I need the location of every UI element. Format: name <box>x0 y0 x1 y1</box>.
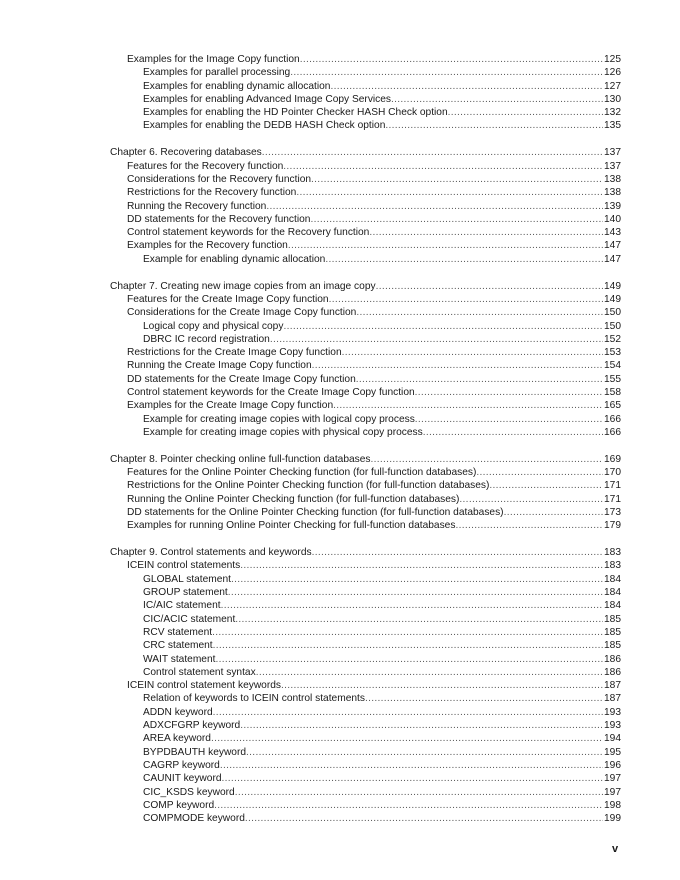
toc-entry-title: RCV statement <box>143 626 213 638</box>
toc-entry-title: Example for enabling dynamic allocation <box>143 253 326 265</box>
toc-entry[interactable] <box>127 346 621 359</box>
toc-dot-leader <box>342 346 603 359</box>
toc-entry-page: 179 <box>604 520 621 532</box>
toc-entry-page: 194 <box>604 733 621 745</box>
toc-dot-leader <box>211 732 603 745</box>
toc-entry[interactable] <box>127 53 621 66</box>
toc-entry-title: Restrictions for the Create Image Copy function <box>127 347 342 359</box>
toc-dot-leader <box>385 119 603 132</box>
toc-entry-page: 138 <box>604 187 621 199</box>
toc-dot-leader <box>476 466 603 479</box>
toc-entry-title: AREA keyword <box>143 733 211 745</box>
toc-entry-title: COMPMODE keyword <box>143 813 245 825</box>
toc-dot-leader <box>415 413 603 426</box>
toc-entry[interactable] <box>143 253 621 266</box>
toc-entry[interactable] <box>143 639 621 652</box>
toc-entry-page: 137 <box>604 160 621 172</box>
toc-entry[interactable] <box>143 613 621 626</box>
toc-entry-page: 140 <box>604 213 621 225</box>
toc-entry[interactable] <box>143 626 621 639</box>
toc-entry-page: 171 <box>604 480 621 492</box>
toc-entry-page: 135 <box>604 120 621 132</box>
toc-dot-leader <box>235 613 603 626</box>
toc-entry[interactable] <box>143 106 621 119</box>
toc-entry-title: Features for the Recovery function <box>127 160 284 172</box>
toc-entry-page: 137 <box>604 147 621 159</box>
toc-dot-leader <box>356 306 603 319</box>
toc-entry-page: 186 <box>604 653 621 665</box>
toc-chapter-entry[interactable] <box>110 146 621 159</box>
toc-entry-title: Restrictions for the Recovery function <box>127 187 297 199</box>
toc-entry-page: 132 <box>604 107 621 119</box>
toc-dot-leader <box>213 706 603 719</box>
toc-entry-title: Running the Create Image Copy function <box>127 360 312 372</box>
toc-dot-leader <box>262 146 603 159</box>
toc-entry-title: Logical copy and physical copy <box>143 320 284 332</box>
toc-entry-page: 149 <box>604 293 621 305</box>
toc-dot-leader <box>415 386 603 399</box>
toc-entry[interactable] <box>143 573 621 586</box>
toc-dot-leader <box>212 626 603 639</box>
toc-entry[interactable] <box>127 173 621 186</box>
toc-entry-page: 183 <box>604 547 621 559</box>
page-number: v <box>612 843 619 855</box>
toc-dot-leader <box>310 213 603 226</box>
toc-entry-page: 126 <box>604 67 621 79</box>
toc-entry[interactable] <box>143 719 621 732</box>
toc-entry-page: 187 <box>604 680 621 692</box>
toc-entry-page: 199 <box>604 813 621 825</box>
toc-dot-leader <box>325 253 603 266</box>
toc-dot-leader <box>231 573 603 586</box>
toc-entry-page: 195 <box>604 746 621 758</box>
toc-entry-page: 198 <box>604 799 621 811</box>
toc-entry[interactable] <box>127 160 621 173</box>
toc-entry-title: ADXCFGRP keyword <box>143 720 241 732</box>
toc-entry[interactable] <box>127 399 621 412</box>
toc-entry-title: Running the Recovery function <box>127 200 267 212</box>
toc-entry-page: 173 <box>604 506 621 518</box>
toc-entry-page: 147 <box>604 253 621 265</box>
toc-dot-leader <box>312 546 603 559</box>
toc-entry-page: 138 <box>604 173 621 185</box>
toc-entry-title: Running the Online Pointer Checking function (for full-function databases) <box>127 493 460 505</box>
toc-entry[interactable] <box>143 812 621 825</box>
toc-entry-title: CIC/ACIC statement <box>143 613 236 625</box>
toc-entry-title: CAUNIT keyword <box>143 773 222 785</box>
toc-entry-title: Examples for parallel processing <box>143 67 291 79</box>
toc-entry[interactable] <box>143 586 621 599</box>
toc-entry-title: Relation of keywords to ICEIN control statements <box>143 693 365 705</box>
toc-dot-leader <box>266 200 603 213</box>
toc-entry-title: CAGRP keyword <box>143 759 220 771</box>
toc-dot-leader <box>448 106 603 119</box>
toc-entry-page: 147 <box>604 240 621 252</box>
toc-dot-leader <box>221 599 603 612</box>
toc-entry[interactable] <box>143 692 621 705</box>
toc-entry-title: Examples for enabling the DEDB HASH Check option <box>143 120 386 132</box>
toc-entry[interactable] <box>127 386 621 399</box>
toc-entry[interactable] <box>127 373 621 386</box>
toc-entry-title: Chapter 7. Creating new image copies from an image copy <box>110 280 376 292</box>
toc-dot-leader <box>504 506 603 519</box>
toc-entry[interactable] <box>143 66 621 79</box>
toc-entry-title: DBRC IC record registration <box>143 333 270 345</box>
toc-entry-title: Chapter 8. Pointer checking online full-function databases <box>110 453 371 465</box>
toc-entry[interactable] <box>143 413 621 426</box>
toc-dot-leader <box>391 93 603 106</box>
toc-entry-page: 187 <box>604 693 621 705</box>
toc-entry[interactable] <box>143 706 621 719</box>
toc-entry[interactable] <box>127 679 621 692</box>
toc-entry[interactable] <box>143 666 621 679</box>
toc-entry-page: 154 <box>604 360 621 372</box>
toc-entry[interactable] <box>143 80 621 93</box>
toc-entry-page: 171 <box>604 493 621 505</box>
toc-entry-title: CIC_KSDS keyword <box>143 786 235 798</box>
toc-entry-page: 152 <box>604 333 621 345</box>
toc-entry[interactable] <box>127 213 621 226</box>
toc-entry-title: Features for the Create Image Copy function <box>127 293 329 305</box>
toc-entry-page: 184 <box>604 573 621 585</box>
toc-chapter-entry[interactable] <box>110 280 621 293</box>
toc-entry-page: 143 <box>604 227 621 239</box>
toc-dot-leader <box>270 333 603 346</box>
toc-entry-page: 153 <box>604 347 621 359</box>
toc-entry[interactable] <box>143 320 621 333</box>
toc-entry-page: 166 <box>604 413 621 425</box>
toc-dot-leader <box>256 666 603 679</box>
toc-entry-page: 193 <box>604 706 621 718</box>
toc-entry-page: 130 <box>604 93 621 105</box>
toc-entry[interactable] <box>127 479 621 492</box>
toc-dot-leader <box>213 639 603 652</box>
toc-dot-leader <box>222 772 603 785</box>
toc-entry[interactable] <box>143 119 621 132</box>
toc-entry-page: 196 <box>604 759 621 771</box>
toc-entry[interactable] <box>127 519 621 532</box>
toc-entry-title: ICEIN control statement keywords <box>127 680 282 692</box>
toc-entry-page: 149 <box>604 280 621 292</box>
toc-entry-page: 197 <box>604 773 621 785</box>
toc-entry[interactable] <box>127 226 621 239</box>
toc-entry[interactable] <box>143 93 621 106</box>
toc-entry-title: DD statements for the Create Image Copy function <box>127 373 356 385</box>
toc-entry-page: 193 <box>604 720 621 732</box>
toc-entry-title: Examples for the Create Image Copy function <box>127 400 334 412</box>
toc-entry-title: ICEIN control statements <box>127 560 241 572</box>
toc-entry[interactable] <box>127 200 621 213</box>
toc-entry-title: Chapter 6. Recovering databases <box>110 147 262 159</box>
toc-entry-title: GROUP statement <box>143 587 228 599</box>
toc-dot-leader <box>296 186 603 199</box>
toc-entry-title: Features for the Online Pointer Checking function (for full-function databases) <box>127 467 477 479</box>
toc-entry[interactable] <box>127 306 621 319</box>
toc-dot-leader <box>489 479 603 492</box>
toc-entry-page: 150 <box>604 320 621 332</box>
toc-dot-leader <box>235 786 603 799</box>
toc-entry-title: CRC statement <box>143 640 213 652</box>
toc-entry-page: 186 <box>604 666 621 678</box>
toc-dot-leader <box>311 173 603 186</box>
toc-entry-page: 170 <box>604 467 621 479</box>
toc-chapter-entry[interactable] <box>110 546 621 559</box>
toc-entry[interactable] <box>143 746 621 759</box>
toc-entry-page: 139 <box>604 200 621 212</box>
toc-entry[interactable] <box>143 759 621 772</box>
toc-dot-leader <box>240 719 603 732</box>
toc-entry-title: IC/AIC statement <box>143 600 221 612</box>
toc-entry[interactable] <box>143 599 621 612</box>
toc-dot-leader <box>459 493 603 506</box>
toc-entry-title: Examples for running Online Pointer Checking for full-function databases <box>127 520 456 532</box>
toc-entry[interactable] <box>127 506 621 519</box>
toc-entry[interactable] <box>143 653 621 666</box>
toc-entry[interactable] <box>127 559 621 572</box>
toc-entry[interactable] <box>127 493 621 506</box>
toc-dot-leader <box>245 812 603 825</box>
toc-dot-leader <box>371 453 603 466</box>
toc-entry-page: 158 <box>604 387 621 399</box>
toc-entry[interactable] <box>143 426 621 439</box>
toc-entry-page: 155 <box>604 373 621 385</box>
toc-entry-page: 185 <box>604 640 621 652</box>
toc-dot-leader <box>376 280 603 293</box>
toc-dot-leader <box>300 53 603 66</box>
toc-entry-title: Control statement keywords for the Create Image Copy function <box>127 387 415 399</box>
toc-entry-page: 165 <box>604 400 621 412</box>
toc-entry-title: DD statements for the Recovery function <box>127 213 311 225</box>
toc-dot-leader <box>288 239 603 252</box>
toc-entry-title: Example for creating image copies with physical copy process <box>143 426 423 438</box>
toc-entry-title: BYPDBAUTH keyword <box>143 746 247 758</box>
toc-entry[interactable] <box>143 772 621 785</box>
toc-chapter-entry[interactable] <box>110 453 621 466</box>
toc-entry[interactable] <box>127 359 621 372</box>
toc-entry-title: Control statement keywords for the Recovery function <box>127 227 370 239</box>
toc-dot-leader <box>356 373 603 386</box>
toc-entry-page: 150 <box>604 307 621 319</box>
toc-entry-title: Examples for the Recovery function <box>127 240 288 252</box>
toc-dot-leader <box>240 559 603 572</box>
toc-dot-leader <box>215 653 603 666</box>
toc-dot-leader <box>220 759 603 772</box>
toc-entry-page: 197 <box>604 786 621 798</box>
toc-dot-leader <box>281 679 603 692</box>
toc-dot-leader <box>283 320 603 333</box>
toc-entry[interactable] <box>143 333 621 346</box>
toc-entry-title: ADDN keyword <box>143 706 213 718</box>
toc-dot-leader <box>455 519 603 532</box>
toc-dot-leader <box>312 359 603 372</box>
toc-dot-leader <box>329 293 603 306</box>
toc-dot-leader <box>283 160 603 173</box>
toc-entry-title: DD statements for the Online Pointer Checking function (for full-function databases) <box>127 506 504 518</box>
toc-entry-title: Examples for enabling the HD Pointer Checker HASH Check option <box>143 107 448 119</box>
toc-dot-leader <box>369 226 603 239</box>
toc-entry-title: Examples for the Image Copy function <box>127 54 300 65</box>
toc-entry-page: 184 <box>604 600 621 612</box>
toc-entry[interactable] <box>127 239 621 252</box>
toc-entry[interactable] <box>127 466 621 479</box>
toc-entry-page: 184 <box>604 587 621 599</box>
toc-entry-page: 185 <box>604 613 621 625</box>
toc-dot-leader <box>423 426 603 439</box>
toc-entry-page: 127 <box>604 80 621 92</box>
toc-entry-page: 183 <box>604 560 621 572</box>
toc-entry-title: GLOBAL statement <box>143 573 231 585</box>
toc-entry-page: 185 <box>604 626 621 638</box>
toc-dot-leader <box>330 80 603 93</box>
toc-dot-leader <box>228 586 603 599</box>
toc-entry-title: Examples for enabling dynamic allocation <box>143 80 331 92</box>
toc-entry-title: Restrictions for the Online Pointer Checking function (for full-function databases) <box>127 480 490 492</box>
toc-entry[interactable] <box>143 732 621 745</box>
toc-entry-title: Example for creating image copies with logical copy process <box>143 413 415 425</box>
toc-dot-leader <box>290 66 603 79</box>
toc-dot-leader <box>246 746 603 759</box>
toc-entry-title: COMP keyword <box>143 799 215 811</box>
toc-entry-page: 166 <box>604 426 621 438</box>
toc-entry-title: Chapter 9. Control statements and keywords <box>110 547 312 559</box>
toc-entry-title: Considerations for the Create Image Copy function <box>127 307 357 319</box>
toc-entry[interactable] <box>143 786 621 799</box>
toc-entry[interactable] <box>127 293 621 306</box>
toc-entry[interactable] <box>127 186 621 199</box>
toc-dot-leader <box>365 692 603 705</box>
toc-entry-page: 169 <box>604 453 621 465</box>
toc-entry-title: Considerations for the Recovery function <box>127 173 312 185</box>
toc-entry-title: WAIT statement <box>143 653 216 665</box>
table-of-contents <box>0 53 680 825</box>
toc-dot-leader <box>333 399 603 412</box>
toc-entry-page: 125 <box>604 54 621 65</box>
toc-entry[interactable] <box>143 799 621 812</box>
toc-entry-title: Examples for enabling Advanced Image Copy Services <box>143 93 392 105</box>
toc-dot-leader <box>214 799 603 812</box>
toc-entry-title: Control statement syntax <box>143 666 256 678</box>
